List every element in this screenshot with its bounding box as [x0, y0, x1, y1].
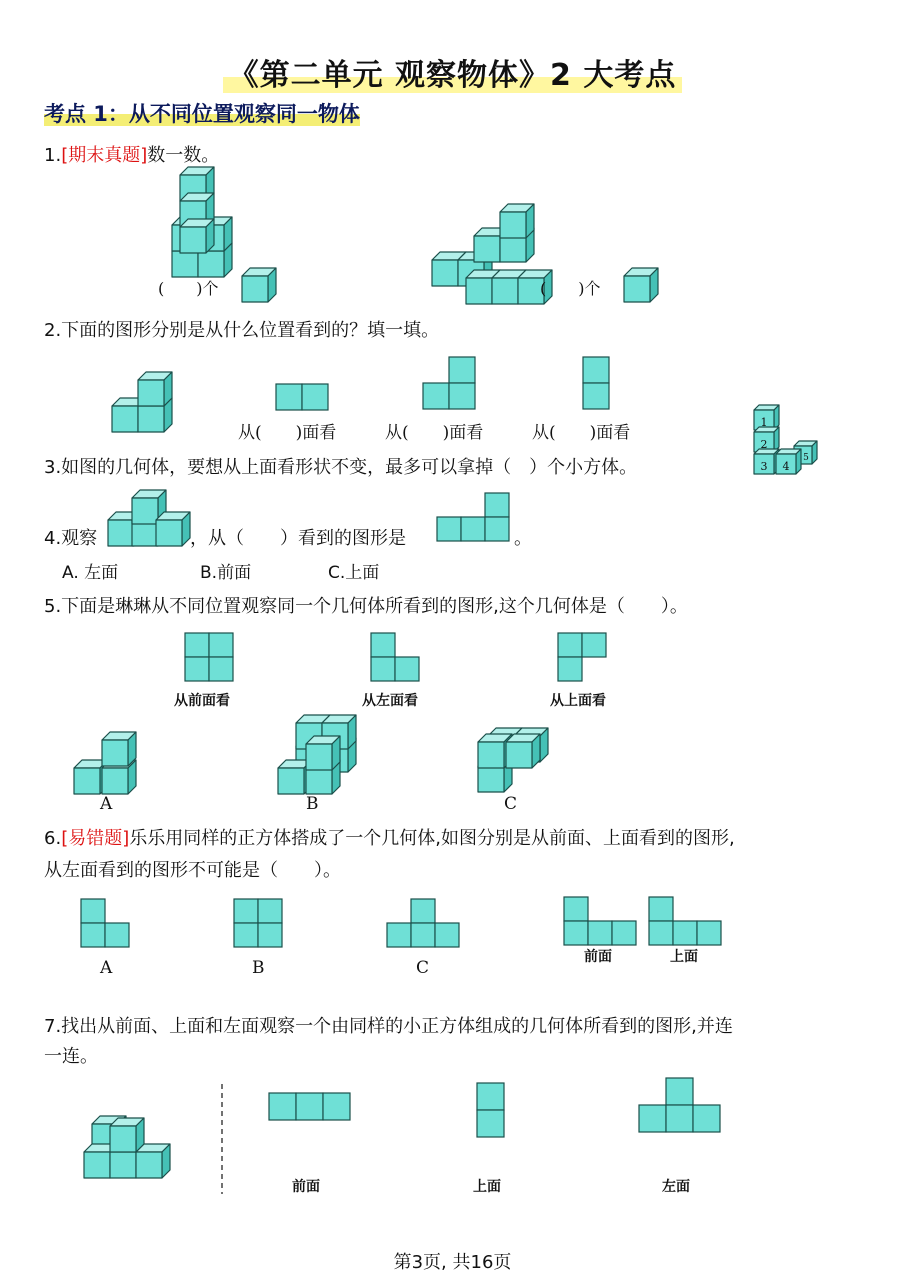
question-4-middle: ，从（ ）看到的图形是 [190, 528, 406, 549]
view-square [612, 921, 636, 945]
q5-choice-a-shape [72, 722, 142, 790]
q6-choice-b-shape [233, 898, 285, 950]
view-square [411, 923, 435, 947]
cube-front-face [136, 1152, 162, 1178]
view-square [81, 899, 105, 923]
question-6-line-2: 从左面看到的图形不可能是（ ）。 [44, 860, 341, 881]
q6-choice-a-label: A [100, 958, 113, 978]
view-square [269, 1093, 296, 1120]
cube-front-face [156, 520, 182, 546]
view-square [302, 384, 328, 410]
q5-choice-c-shape [476, 722, 546, 790]
cube-side-face [774, 405, 779, 430]
view-square [649, 921, 673, 945]
view-square [435, 923, 459, 947]
q1-blank-1: ( )个 [158, 279, 219, 298]
view-square [693, 1105, 720, 1132]
q4-cube-shape [106, 490, 190, 542]
cube-front-face [110, 1152, 136, 1178]
cube-front-face [110, 1126, 136, 1152]
cube-front-face [198, 251, 224, 277]
cube-front-face [466, 278, 492, 304]
question-7-line-2: 一连。 [44, 1046, 98, 1067]
view-square [423, 383, 449, 409]
q2-label-1: 从( )面看 [238, 423, 337, 443]
view-square [697, 921, 721, 945]
view-square [449, 383, 475, 409]
section-heading: 考点 1：从不同位置观察同一物体 [44, 102, 360, 126]
q7-view-2 [476, 1082, 506, 1138]
cube-front-face [478, 742, 504, 768]
view-square [395, 657, 419, 681]
view-square [485, 517, 509, 541]
cube-number-3: 3 [760, 460, 768, 473]
q7-view-3 [638, 1077, 720, 1135]
q6-choice-c-label: C [416, 958, 430, 978]
cube-front-face [432, 260, 458, 286]
q6-choice-c-shape [386, 898, 462, 950]
cube-front-face [492, 278, 518, 304]
view-square [564, 897, 588, 921]
tag-error-prone: [易错题] [61, 828, 130, 849]
q6-caption-top: 上面 [670, 949, 698, 965]
view-square [558, 657, 582, 681]
cube-front-face [138, 380, 164, 406]
cube-side-face [774, 427, 779, 452]
cube-front-face [624, 276, 650, 302]
view-square [564, 921, 588, 945]
q5-caption-top: 从上面看 [550, 693, 606, 709]
cube-front-face [172, 251, 198, 277]
tag-final-exam: [期末真题] [61, 145, 148, 166]
q4-option-c: C.上面 [328, 563, 380, 583]
view-square [258, 923, 282, 947]
cube-front-face [478, 766, 504, 792]
q2-view-2 [422, 356, 482, 416]
view-square [276, 384, 302, 410]
view-square [477, 1083, 504, 1110]
cube-front-face [306, 744, 332, 770]
cube-side-face [796, 449, 801, 474]
q6-choice-b-label: B [252, 958, 265, 978]
cube-number-5: 5 [803, 453, 809, 463]
q6-caption-front: 前面 [584, 949, 612, 965]
cube-front-face [242, 276, 268, 302]
cube-front-face [108, 520, 134, 546]
cube-front-face [180, 227, 206, 253]
view-square [296, 1093, 323, 1120]
view-square [437, 517, 461, 541]
view-square [81, 923, 105, 947]
cube-number-1: 1 [760, 416, 768, 429]
q5-view-front [184, 632, 234, 682]
question-7-line-1: 7.找出从前面、上面和左面观察一个由同样的小正方体组成的几何体所看到的图形,并连 [44, 1016, 733, 1037]
cube-front-face [278, 768, 304, 794]
q2-cube-shape [108, 360, 178, 428]
question-4-prefix: 4.观察 [44, 528, 98, 549]
view-square [234, 899, 258, 923]
view-square [582, 633, 606, 657]
cube-front-face [500, 236, 526, 262]
q2-view-1 [275, 383, 335, 413]
view-square [185, 633, 209, 657]
view-square [387, 923, 411, 947]
q5-choice-a-label: A [100, 794, 113, 814]
cube-front-face [84, 1152, 110, 1178]
view-square [485, 493, 509, 517]
cube-front-face [474, 236, 500, 262]
cube-number-2: 2 [760, 438, 768, 451]
question-2: 2.下面的图形分别是从什么位置看到的？填一填。 [44, 320, 440, 341]
q5-caption-left: 从左面看 [362, 693, 418, 709]
q1-unit-cube-2 [622, 258, 662, 298]
q7-caption-front: 前面 [292, 1179, 320, 1195]
q2-view-3 [582, 356, 612, 416]
q5-view-left [370, 632, 420, 682]
question-4-suffix: 。 [514, 528, 532, 549]
view-square [673, 921, 697, 945]
cube-front-face [102, 768, 128, 794]
view-square [449, 357, 475, 383]
q6-top-view [648, 896, 724, 946]
cube-front-face [506, 742, 532, 768]
view-square [558, 633, 582, 657]
view-square [666, 1078, 693, 1105]
q5-caption-front: 从前面看 [174, 693, 230, 709]
question-3: 3.如图的几何体，要想从上面看形状不变，最多可以拿掉（ ）个小方体。 [44, 457, 638, 478]
cube-side-face [812, 441, 817, 464]
view-square [666, 1105, 693, 1132]
q7-caption-top: 上面 [473, 1179, 501, 1195]
q4-option-b: B.前面 [200, 563, 252, 583]
view-square [649, 897, 673, 921]
view-square [461, 517, 485, 541]
view-square [583, 383, 609, 409]
view-square [371, 633, 395, 657]
view-square [209, 633, 233, 657]
view-square [411, 899, 435, 923]
view-square [185, 657, 209, 681]
view-square [477, 1110, 504, 1137]
q3-numbered-cubes [748, 402, 808, 482]
q2-label-3: 从( )面看 [532, 423, 631, 443]
q7-caption-left: 左面 [662, 1179, 690, 1195]
cube-front-face [138, 406, 164, 432]
q7-cube-shape [82, 1106, 182, 1178]
cube-number-4: 4 [782, 460, 790, 473]
view-square [234, 923, 258, 947]
q7-divider [220, 1084, 224, 1194]
q1-blank-2: ( )个 [540, 279, 601, 298]
view-square [639, 1105, 666, 1132]
view-square [209, 657, 233, 681]
view-square [371, 657, 395, 681]
cube-front-face [74, 768, 100, 794]
cube-front-face [102, 740, 128, 766]
question-1: 1.[期末真题]数一数。 [44, 145, 220, 166]
q6-choice-a-shape [80, 898, 132, 950]
question-5: 5.下面是琳琳从不同位置观察同一个几何体所看到的图形,这个几何体是（ ）。 [44, 596, 688, 617]
q1-unit-cube-1 [240, 258, 280, 298]
cube-front-face [500, 212, 526, 238]
q5-choice-c-label: C [504, 794, 518, 814]
q4-view-shape [436, 492, 512, 544]
q2-label-2: 从( )面看 [385, 423, 484, 443]
cube-front-face [112, 406, 138, 432]
view-square [105, 923, 129, 947]
page-title: 《第二单元 观察物体》2 大考点 [0, 50, 905, 94]
cube-front-face [132, 498, 158, 524]
view-square [258, 899, 282, 923]
q7-view-1 [268, 1092, 350, 1122]
q4-option-a: A. 左面 [62, 563, 119, 583]
question-6-line-1: 6.[易错题]乐乐用同样的正方体搭成了一个几何体,如图分别是从前面、上面看到的图形, [44, 828, 735, 849]
view-square [588, 921, 612, 945]
q5-choice-b-shape [276, 714, 356, 790]
view-square [323, 1093, 350, 1120]
view-square [583, 357, 609, 383]
q5-view-top [557, 632, 607, 682]
page-footer: 第3页, 共16页 [393, 1252, 512, 1273]
cube-front-face [306, 768, 332, 794]
q5-choice-b-label: B [306, 794, 319, 814]
q6-front-view [563, 896, 639, 946]
